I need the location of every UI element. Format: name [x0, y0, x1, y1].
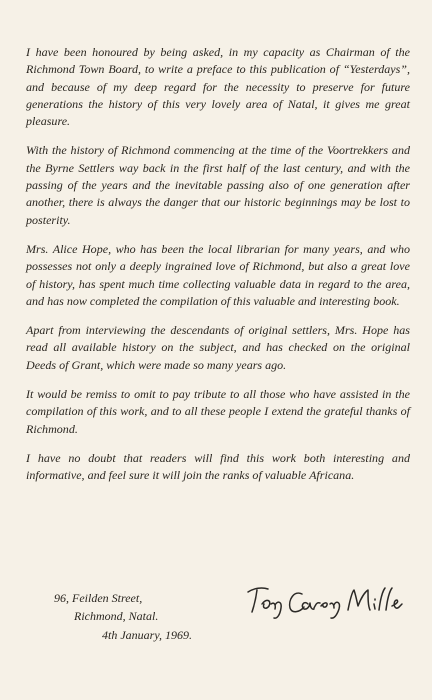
preface-paragraph-6: I have no doubt that readers will find this work both interesting and informative, and feel sure it will join the ranks of valuable Africana.	[26, 450, 410, 483]
preface-paragraph-1: I have been honoured by being asked, in my capacity as Chairman of the Richmond Town Board, to write a preface to this publication of “Yesterdays”, and because of my deep regard for the necessity to preserve for future generations the history of this very lovely area of Natal, it gives me great pleasure.	[26, 45, 410, 129]
handwritten-signature	[244, 582, 404, 620]
preface-paragraph-4: Apart from interviewing the descendants of original settlers, Mrs. Hope has read all available history on the subject, and has checked on the original Deeds of Grant, which were made so many years ago.	[26, 323, 410, 372]
preface-paragraph-2: With the history of Richmond commencing at the time of the Voortrekkers and the Byrne Settlers way back in the first half of the last century, and with the passing of the years and the inevitable passing also of one generation after another, there is always the danger that our historic beginnings may be lost to posterity.	[26, 143, 410, 227]
signoff-date: 4th January, 1969.	[102, 628, 192, 642]
preface-paragraph-3: Mrs. Alice Hope, who has been the local librarian for many years, and who possesses not only a deeply ingrained love of Richmond, but also a great love of history, has spent much time collecting valuable data in regard to the area, and has now completed the compilation of this valuable and interesting book.	[26, 241, 410, 308]
address-street: 96, Feilden Street,	[54, 591, 143, 605]
signoff-block	[54, 590, 414, 660]
address-town: Richmond, Natal.	[74, 609, 159, 623]
preface-paragraph-5: It would be remiss to omit to pay tribute to all those who have assisted in the compilation of this work, and to all these people I extend the grateful thanks of Richmond.	[26, 387, 410, 436]
